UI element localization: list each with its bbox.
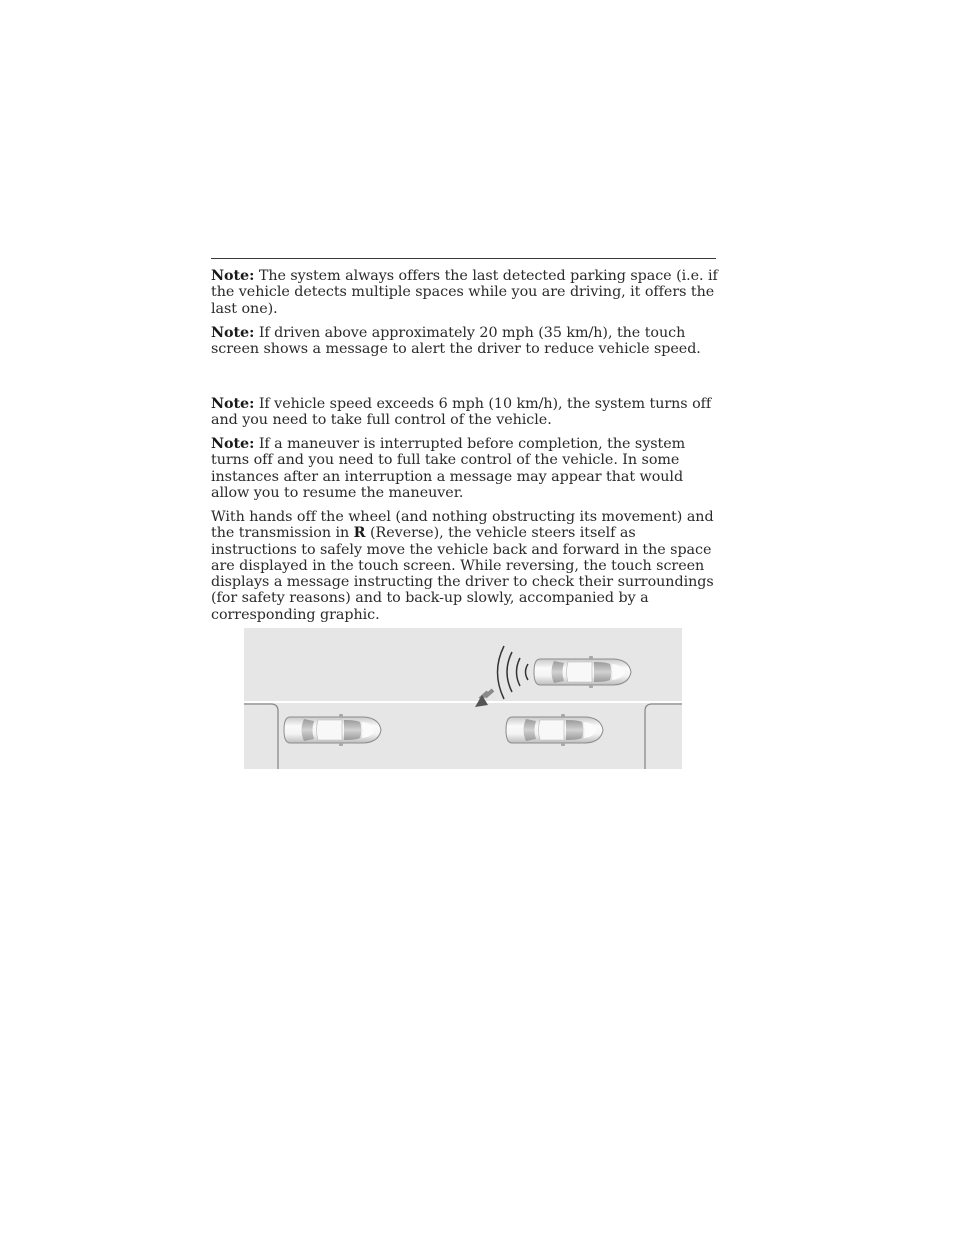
note-speed-turn-off	[211, 396, 721, 429]
parking-illustration	[244, 628, 682, 769]
note-text: If vehicle speed exceeds 6 mph (10 km/h), the system turns off and you need to take full control of the vehicle.	[211, 396, 712, 429]
note-label: Note:	[211, 325, 255, 341]
reverse-gear-letter: R	[353, 525, 366, 542]
paragraph-text-after: (Reverse), the vehicle steers itself as instructions to safely move the vehicle back and forward in the space are displayed in the touch screen. While reversing, the touch screen displays a message instructing the driver to check their surroundings (for safety reasons) and to back-up slowly, accompanied by a corresponding graphic.	[211, 525, 714, 623]
road-surface	[244, 628, 682, 769]
parked-car-left	[284, 714, 381, 746]
header-rule	[211, 258, 716, 259]
paragraph-text-before: With hands off the wheel (and nothing obstructing its movement) and the transmission in	[211, 509, 714, 542]
note-text: If a maneuver is interrupted before completion, the system turns off and you need to full take control of the vehicle. In some instances after an interruption a message may appear that would allow you to resume the maneuver.	[211, 436, 686, 501]
moving-car	[534, 656, 631, 688]
note-text: If driven above approximately 20 mph (35 km/h), the touch screen shows a message to alert the driver to reduce vehicle speed.	[211, 325, 701, 358]
parked-car-right	[506, 714, 603, 746]
note-label: Note:	[211, 396, 255, 412]
reverse-instructions-paragraph	[211, 509, 721, 623]
note-text: The system always offers the last detected parking space (i.e. if the vehicle detects multiple spaces while you are driving, it offers the last one).	[211, 268, 718, 317]
note-maneuver-interrupted	[211, 436, 721, 501]
note-label: Note:	[211, 268, 255, 284]
note-speed-warning	[211, 325, 721, 358]
note-last-detected-space	[211, 268, 721, 317]
parking-diagram-svg	[244, 628, 682, 769]
note-label: Note:	[211, 436, 255, 452]
